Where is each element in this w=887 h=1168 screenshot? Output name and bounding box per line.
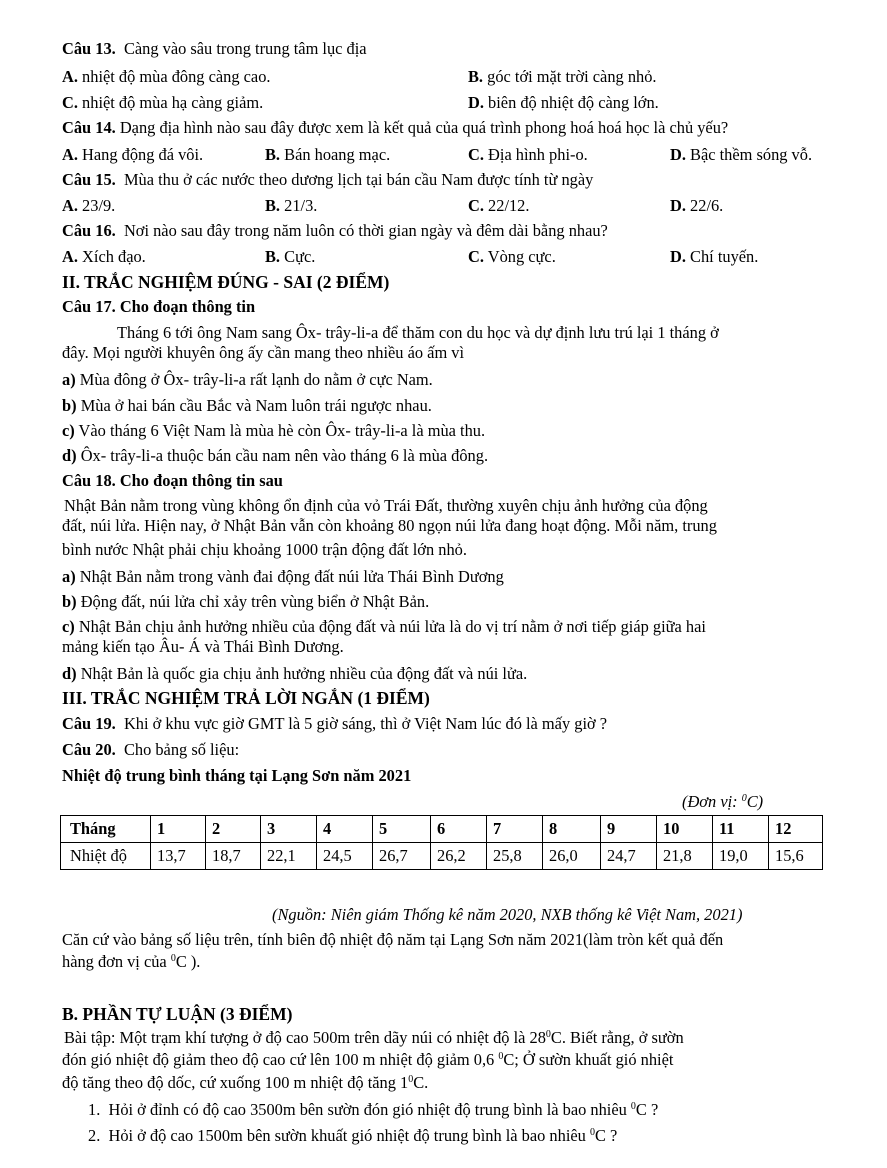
value-cell: 24,5 xyxy=(317,843,373,870)
value-cell: 18,7 xyxy=(206,843,261,870)
q20-task-line-1: Căn cứ vào bảng số liệu trên, tính biên độ nhiệt độ năm tại Lạng Sơn năm 2021(làm tròn kết quả đến xyxy=(62,930,724,949)
month-cell: 7 xyxy=(487,816,543,843)
option-c: C. Địa hình phi-o. xyxy=(468,145,588,164)
question-label: Câu 19. xyxy=(62,714,116,733)
q17-item-c: c) Vào tháng 6 Việt Nam là mùa hè còn Ôx- trây-li-a là mùa thu. xyxy=(62,421,486,440)
table-title: Nhiệt độ trung bình tháng tại Lạng Sơn năm 2021 xyxy=(62,766,412,785)
month-cell: 8 xyxy=(543,816,601,843)
month-cell: 6 xyxy=(431,816,487,843)
q18-paragraph-line-1: Nhật Bản nằm trong vùng không ổn định của vỏ Trái Đất, thường xuyên chịu ảnh hưởng của động xyxy=(64,496,708,515)
exercise-line-2: đón gió nhiệt độ giảm theo độ cao cứ lên 100 m nhiệt độ giảm 0,6 $^0$C; Ở sườn khuất gió nhiệt xyxy=(62,1050,674,1069)
option-a: A. 23/9. xyxy=(62,196,116,215)
question-20 xyxy=(62,740,239,760)
question-16 xyxy=(62,221,608,241)
option-b: B. Bán hoang mạc. xyxy=(265,145,391,164)
month-cell: 9 xyxy=(601,816,657,843)
option-b: B. 21/3. xyxy=(265,196,318,215)
question-text: Cho bảng số liệu: xyxy=(123,740,240,759)
question-label: Câu 13. xyxy=(62,39,116,58)
exercise-item-1: 1. Hỏi ở đỉnh có độ cao 3500m bên sườn đón gió nhiệt độ trung bình là bao nhiêu $^0$C ? xyxy=(88,1100,659,1119)
q17-paragraph-line-2: đây. Mọi người khuyên ông ấy cần mang theo nhiều áo ấm vì xyxy=(62,343,465,362)
table-unit: (Đơn vị: $^0$C) xyxy=(682,792,764,811)
month-cell: 3 xyxy=(261,816,317,843)
value-cell: 22,1 xyxy=(261,843,317,870)
value-cell: 26,7 xyxy=(373,843,431,870)
option-d: D. 22/6. xyxy=(670,196,724,215)
value-cell: 19,0 xyxy=(713,843,769,870)
question-17-label: Câu 17. Cho đoạn thông tin xyxy=(62,297,256,316)
table-data-row xyxy=(61,843,823,870)
q20-task-line-2: hàng đơn vị của $^0$C ). xyxy=(62,952,201,971)
option-d: D. Bậc thềm sóng vỗ. xyxy=(670,145,813,164)
q18-item-c: c) Nhật Bản chịu ảnh hưởng nhiều của động đất và núi lửa là do vị trí nằm ở nơi tiếp giáp giữa hai xyxy=(62,617,706,636)
value-cell: 26,0 xyxy=(543,843,601,870)
option-c: C. 22/12. xyxy=(468,196,530,215)
option-d: D. biên độ nhiệt độ càng lớn. xyxy=(468,93,659,112)
month-cell: 5 xyxy=(373,816,431,843)
q17-item-d: d) Ôx- trây-li-a thuộc bán cầu nam nên vào tháng 6 là mùa đông. xyxy=(62,446,489,465)
q18-item-d: d) Nhật Bản là quốc gia chịu ảnh hưởng nhiều của động đất và núi lửa. xyxy=(62,664,528,683)
q17-item-a: a) Mùa đông ở Ôx- trây-li-a rất lạnh do nằm ở cực Nam. xyxy=(62,370,433,389)
value-cell: 25,8 xyxy=(487,843,543,870)
row-label-cell: Nhiệt độ xyxy=(61,843,151,870)
exercise-line-1: Bài tập: Một trạm khí tượng ở độ cao 500m trên dãy núi có nhiệt độ là $28^0C$. Biết rằng, ở sườn xyxy=(64,1028,684,1047)
question-13 xyxy=(62,39,367,59)
question-text: Khi ở khu vực giờ GMT là 5 giờ sáng, thì ở Việt Nam lúc đó là mấy giờ ? xyxy=(123,714,608,733)
section-2-heading: II. TRẮC NGHIỆM ĐÚNG - SAI (2 ĐIỂM) xyxy=(62,272,390,292)
question-label: Câu 16. xyxy=(62,221,116,240)
month-cell: 1 xyxy=(151,816,206,843)
temperature-table xyxy=(60,815,823,870)
question-15 xyxy=(62,170,593,190)
month-cell: 2 xyxy=(206,816,261,843)
q17-item-b: b) Mùa ở hai bán cầu Bắc và Nam luôn trái ngược nhau. xyxy=(62,396,432,415)
value-cell: 24,7 xyxy=(601,843,657,870)
table-header-row xyxy=(61,816,823,843)
question-text: Mùa thu ở các nước theo dương lịch tại bán cầu Nam được tính từ ngày xyxy=(123,170,594,189)
table-source: (Nguồn: Niên giám Thống kê năm 2020, NXB thống kê Việt Nam, 2021) xyxy=(272,905,743,924)
header-cell: Tháng xyxy=(61,816,151,843)
month-cell: 12 xyxy=(769,816,823,843)
question-label: Câu 20. xyxy=(62,740,116,759)
value-cell: 13,7 xyxy=(151,843,206,870)
question-label: Câu 15. xyxy=(62,170,116,189)
option-a: A. Hang động đá vôi. xyxy=(62,145,204,164)
q18-paragraph-line-2: đất, núi lửa. Hiện nay, ở Nhật Bản vẫn còn khoảng 80 ngọn núi lửa đang hoạt động. Mỗi năm, trung xyxy=(62,516,717,535)
option-b: B. Cực. xyxy=(265,247,316,266)
q18-paragraph-line-3: bình nước Nhật phải chịu khoảng 1000 trận động đất lớn nhỏ. xyxy=(62,540,467,559)
q17-paragraph-line-1: Tháng 6 tới ông Nam sang Ôx- trây-li-a để thăm con du học và dự định lưu trú lại 1 tháng ở xyxy=(117,323,719,342)
value-cell: 21,8 xyxy=(657,843,713,870)
month-cell: 11 xyxy=(713,816,769,843)
q18-item-c-continued: mảng kiến tạo Âu- Á và Thái Bình Dương. xyxy=(62,637,344,656)
q18-item-a: a) Nhật Bản nằm trong vành đai động đất núi lửa Thái Bình Dương xyxy=(62,567,504,586)
question-text: Càng vào sâu trong trung tâm lục địa xyxy=(123,39,367,58)
month-cell: 4 xyxy=(317,816,373,843)
option-c: C. nhiệt độ mùa hạ càng giảm. xyxy=(62,93,264,112)
q18-item-b: b) Động đất, núi lửa chỉ xảy trên vùng biển ở Nhật Bản. xyxy=(62,592,430,611)
month-cell: 10 xyxy=(657,816,713,843)
question-14 xyxy=(62,118,728,138)
exercise-item-2: 2. Hỏi ở độ cao 1500m bên sườn khuất gió nhiệt độ trung bình là bao nhiêu $^0$C ? xyxy=(88,1126,618,1145)
question-text: Nơi nào sau đây trong năm luôn có thời gian ngày và đêm dài bằng nhau? xyxy=(123,221,608,240)
question-text: Dạng địa hình nào sau đây được xem là kết quả của quá trình phong hoá hoá học là chủ yếu? xyxy=(119,118,729,137)
value-cell: 15,6 xyxy=(769,843,823,870)
option-a: A. nhiệt độ mùa đông càng cao. xyxy=(62,67,271,86)
exercise-line-3: độ tăng theo độ dốc, cứ xuống 100 m nhiệt độ tăng $1^0C$. xyxy=(62,1073,429,1092)
option-d: D. Chí tuyến. xyxy=(670,247,759,266)
section-3-heading: III. TRẮC NGHIỆM TRẢ LỜI NGẮN (1 ĐIỂM) xyxy=(62,688,430,708)
section-b-heading: B. PHẦN TỰ LUẬN (3 ĐIỂM) xyxy=(62,1004,293,1024)
option-b: B. góc tới mặt trời càng nhỏ. xyxy=(468,67,657,86)
value-cell: 26,2 xyxy=(431,843,487,870)
option-c: C. Vòng cực. xyxy=(468,247,556,266)
question-label: Câu 14. xyxy=(62,118,116,137)
option-a: A. Xích đạo. xyxy=(62,247,146,266)
question-19 xyxy=(62,714,607,734)
question-18-label: Câu 18. Cho đoạn thông tin sau xyxy=(62,471,283,490)
